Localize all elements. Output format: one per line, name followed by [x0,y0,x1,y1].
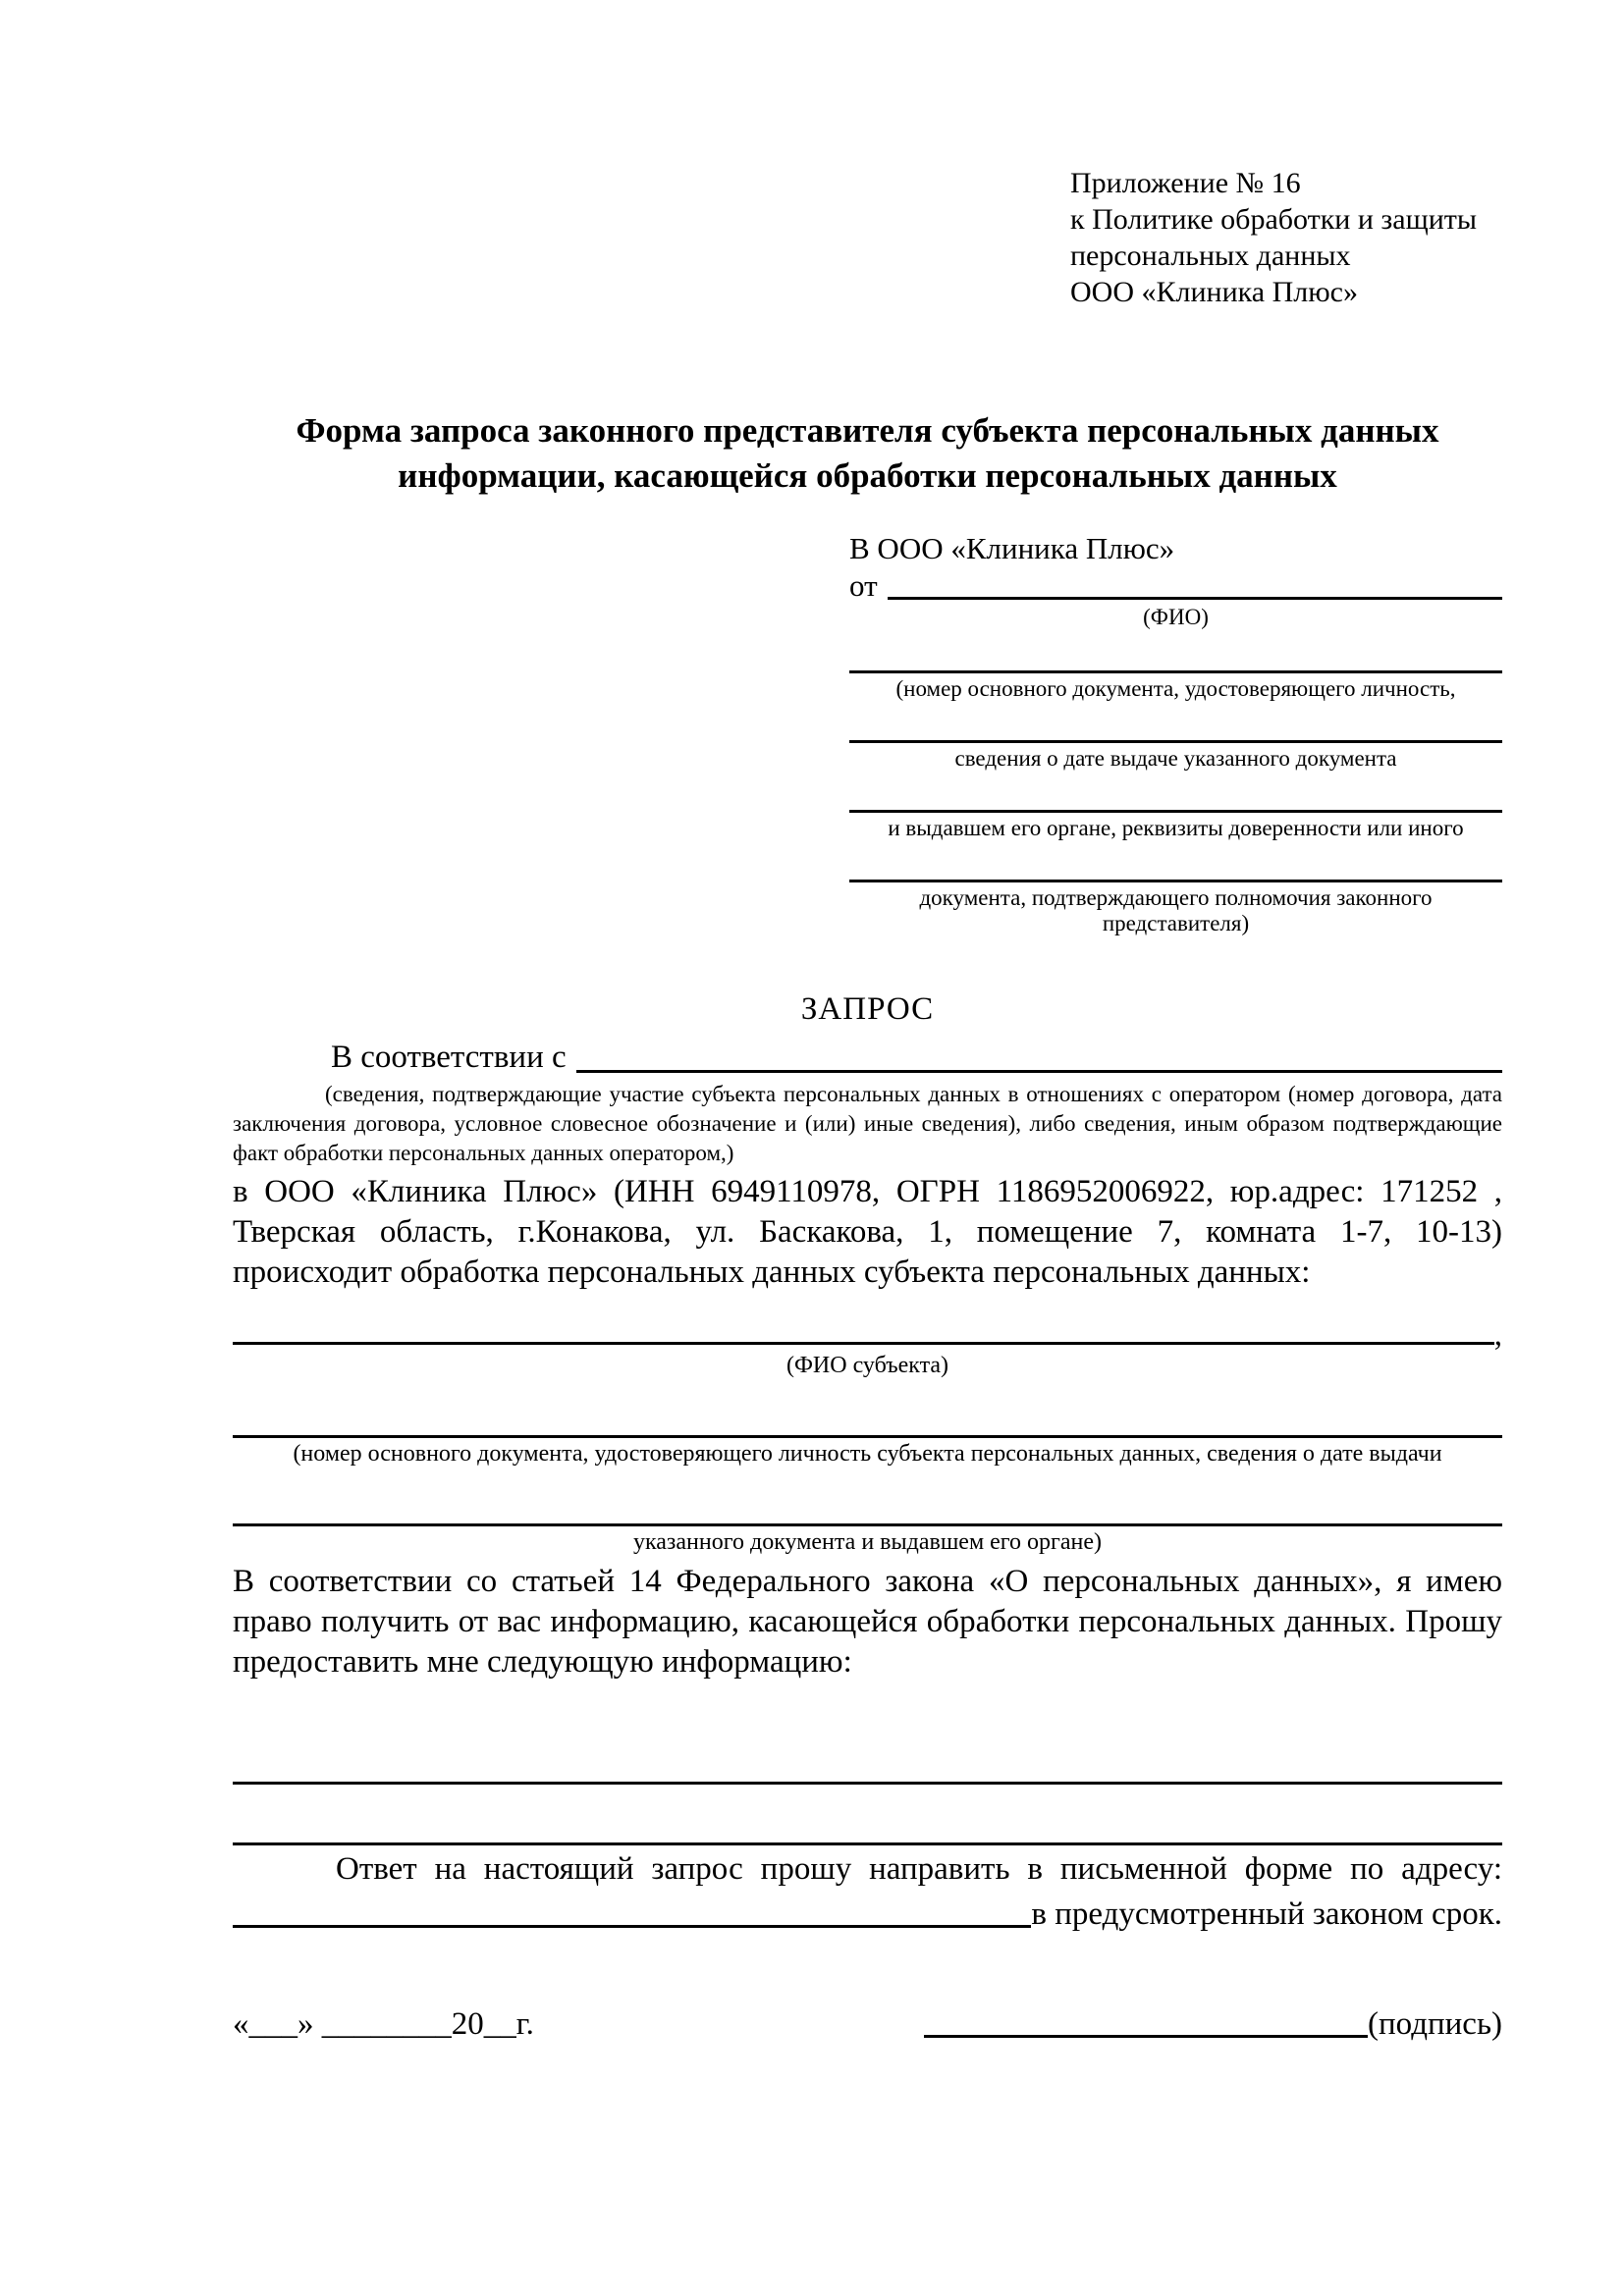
request-heading: ЗАПРОС [800,991,935,1027]
subject-doc-caption-1: (номер основного документа, удостоверяющего личность субъекта персональных данных, сведения о дате выдачи [293,1441,1442,1467]
appendix-number: Приложение № 16 [1070,167,1301,199]
appendix-policy-line2: персональных данных [1070,240,1351,272]
basis-note: (сведения, подтверждающие участие субъекта персональных данных в отношениях с оператором (номер договора, дата заключения договора, условное словесное обозначение и (или) иные сведения), либо сведения, иным образом подтверждающие факт обработки персональных данных оператором,) [233,1082,1502,1165]
form-title-line2: информации, касающейся обработки персональных данных [398,456,1337,495]
signature-blank-line [924,2035,1368,2038]
operator-paragraph: в ООО «Клиника Плюс» (ИНН 6949110978, ОГРН 1186952006922, юр.адрес: 171252 , Тверская область, г.Конакова, ул. Баскакова, 1, помещение 7, комната 1-7, 10-13) происходит обработка персональных данных субъекта персональных данных: [233,1174,1502,1290]
doc-issue-date-blank-line [849,702,1502,743]
doc-authority-caption: и выдавшем его органе, реквизиты доверенности или иного [888,816,1464,840]
signature-block [924,2004,1502,2044]
form-title [233,408,1502,499]
doc-number-caption: (номер основного документа, удостоверяющего личность, [895,676,1456,701]
answer-address-line [233,1891,1502,1934]
subject-fio-suffix: , [1493,1317,1502,1353]
doc-powers-blank-line [849,841,1502,882]
answer-paragraph: Ответ на настоящий запрос прошу направить в письменной форме по адресу: [336,1851,1502,1887]
answer-address-blank-line [233,1925,1031,1928]
subject-doc-blank-line-1 [233,1397,1502,1438]
addressee-to: В ООО «Клиника Плюс» [849,531,1175,565]
law-paragraph: В соответствии со статьей 14 Федерального закона «О персональных данных», я имею право получить от вас информацию, касающейся обработки персональных данных. Прошу предоставить мне следующую информацию: [233,1564,1502,1680]
intro-line [233,1037,1502,1078]
date-line: «___» ________20__г. [233,2006,534,2042]
subject-fio-caption: (ФИО субъекта) [785,1353,949,1378]
addressee-block [849,530,1502,936]
signature-caption: (подпись) [1368,2006,1502,2042]
appendix-policy-line1: к Политике обработки и защиты [1070,203,1478,236]
form-title-line1: Форма запроса законного представителя субъекта персональных данных [296,411,1439,450]
intro-label: В соответствии с [331,1040,567,1075]
info-blank-line-1 [233,1743,1502,1785]
from-blank-line [888,567,1502,600]
subject-fio-blank-line [233,1342,1494,1345]
from-label: от [849,568,878,603]
info-blank-line-2 [233,1804,1502,1845]
intro-blank-line [576,1037,1502,1073]
answer-tail: в предусмотренный законом срок. [1031,1896,1502,1932]
from-line [849,567,1502,605]
doc-powers-caption: документа, подтверждающего полномочия законного представителя) [919,885,1433,935]
appendix-header [1070,165,1502,310]
fio-caption: (ФИО) [1143,605,1209,629]
doc-number-blank-line [849,632,1502,673]
subject-doc-caption-2: указанного документа и выдавшем его органе) [632,1529,1103,1555]
subject-doc-blank-line-2 [233,1485,1502,1526]
doc-issue-date-caption: сведения о дате выдаче указанного документа [954,746,1397,771]
doc-authority-blank-line [849,772,1502,813]
appendix-company: ООО «Клиника Плюс» [1070,276,1358,308]
subject-fio-line [233,1308,1502,1353]
footer-row [233,2004,1502,2044]
